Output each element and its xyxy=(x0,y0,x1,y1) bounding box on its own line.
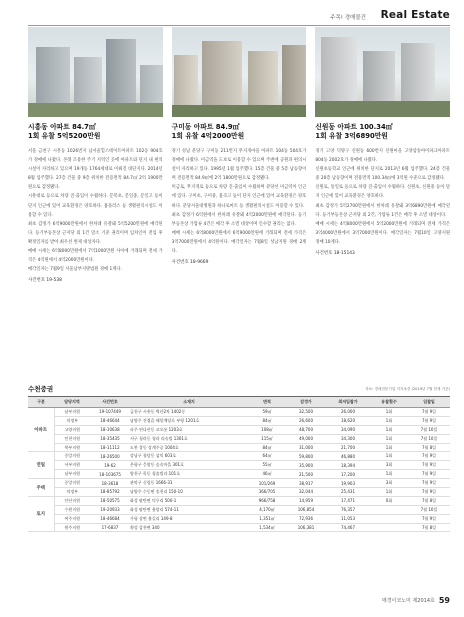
table-cell: 18-11112 xyxy=(90,443,130,452)
table-cell: 안산지원 xyxy=(54,496,90,505)
table-cell: 106,381 xyxy=(286,523,326,532)
table-row xyxy=(28,505,450,514)
article-subtitle: 1회 유찰 4억2000만원 xyxy=(171,132,245,140)
table-cell: 7월 9일 xyxy=(408,408,450,417)
table-cell: 1회 xyxy=(370,425,408,434)
table-cell: 0회 xyxy=(370,496,408,505)
table-cell: 19-62 xyxy=(90,461,130,470)
table-cell: 1회 xyxy=(370,470,408,479)
table-cell: 55㎡ xyxy=(248,461,286,470)
table-row xyxy=(28,523,450,532)
article-1 xyxy=(28,123,163,283)
table-row xyxy=(28,514,450,523)
table-cell: 17,471 xyxy=(326,496,370,505)
article-paragraph: 매매 시세는 4억8000만원에서 5억2000만원에 거래되며 전세 가격은 3억4000만원에서 3억7000만원이다. 매각일자는 7월10일 고양지원 경매 10계다. xyxy=(315,221,451,245)
table-row xyxy=(28,434,450,443)
table-cell: 18-35435 xyxy=(90,434,130,443)
column-header: 구분 xyxy=(28,397,54,408)
table-cell: 48,700 xyxy=(286,425,326,434)
section-title: Real Estate xyxy=(380,9,450,21)
table-cell: 46,880 xyxy=(326,452,370,461)
table-cell: 49,000 xyxy=(286,434,326,443)
case-number: 사건번호 19-538 xyxy=(28,278,62,284)
table-cell: 중앙지원 xyxy=(54,452,90,461)
table-cell: 17,200 xyxy=(326,470,370,479)
table-cell: 파주 연다산동 코오롱 1203호 xyxy=(130,425,248,434)
table-cell: 108㎡ xyxy=(248,425,286,434)
photo-strip xyxy=(28,27,450,117)
table-cell: 14,959 xyxy=(286,496,326,505)
table-cell: 1회 xyxy=(370,443,408,452)
table-title: 수천중권 xyxy=(28,385,54,393)
table-cell: 366/705 xyxy=(248,488,286,497)
table-cell: 남양주 진접읍 해밀예당로 부영 1201호 xyxy=(130,416,248,425)
table-cell: 19-20933 xyxy=(90,505,130,514)
table-cell: 북부지원 xyxy=(54,443,90,452)
apartment-photo-3 xyxy=(315,27,450,117)
table-cell: 7월 10일 xyxy=(408,425,450,434)
article-paragraph: 미금로, 무지개로 등으로 차량 진·출입이 수월하며 분당선 미금역이 인근에 있다. 구미초, 구미중, 불곡고 등이 단지 인근에 있어 교육환경은 양호하다. 분당서울대병원과 하나로마트 등 생활편의시설도 이용할 수 있다. xyxy=(171,185,307,209)
table-cell: 32,044 xyxy=(286,488,326,497)
table-cell: 26,600 xyxy=(286,416,326,425)
table-cell: 1,351㎡ xyxy=(248,514,286,523)
table-cell: 화성 팔탄면 율암리 574-11 xyxy=(130,505,248,514)
table-cell: 966/758 xyxy=(248,496,286,505)
column-header: 감정가 xyxy=(286,397,326,408)
article-paragraph: 신원초등학교 인근에 위치한 단지로 2013년 6월 입주했다. 24층 건물 중 20층 남동향이며 전용면적 100.34㎡에 3억원 수준으로 감정됐다. xyxy=(315,167,451,182)
column-header: 담당지역 xyxy=(54,397,90,408)
table-cell: 34,300 xyxy=(326,434,370,443)
table-cell: 7월 9일 xyxy=(408,470,450,479)
table-cell: 84㎡ xyxy=(248,416,286,425)
article-paragraph: 시흥대로 등으로 차량 진·출입이 수월하다. 문복초, 문일중, 문일고 등이 단지 인근에 있어 교육환경은 양호하다. 홈플러스 등 생활편의시설도 이용할 수 있다. xyxy=(28,194,163,218)
table-cell: 19,903 xyxy=(326,479,370,488)
table-cell: 18-26500 xyxy=(90,452,130,461)
table-cell: 1회 xyxy=(370,452,408,461)
article-paragraph: 신원로, 통일로 등으로 차량 진·출입이 수월하다. 신원초, 신원중 등이 단지 인근에 있어 교육환경은 양호하다. xyxy=(315,185,451,200)
page-header xyxy=(0,6,464,24)
issue-label: 매경이코노미 제2014호 xyxy=(381,598,435,604)
table-cell: 7월 9일 xyxy=(408,479,450,488)
table-cell: 중앙지원 xyxy=(54,479,90,488)
apartment-photo-2 xyxy=(172,27,307,117)
table-cell: 서부지원 xyxy=(54,461,90,470)
header-rule xyxy=(28,25,450,26)
table-cell: 18-85792 xyxy=(90,488,130,497)
table-cell: 18-103675 xyxy=(90,470,130,479)
table-cell: 1회 xyxy=(370,416,408,425)
table-cell: 도봉 창동 상계주공 1004호 xyxy=(130,443,248,452)
table-cell: 74,467 xyxy=(326,523,370,532)
table-cell: 1회 xyxy=(370,408,408,417)
table-cell: 여주지원 xyxy=(54,514,90,523)
article-paragraph: 최초 감정가 6억9000만원에서 한차례 유찰돼 5억5200만원에 매각된다. 등기부등본상 근저당 외 1건 말소 기준 권리이며 임차인이 전입 후 확정일자를 받아 최우선 변제 대상자다. xyxy=(28,221,163,245)
table-cell: 은평구 응암동 숲속마을 301호 xyxy=(130,461,248,470)
table-cell: 수원지원 xyxy=(54,505,90,514)
table-cell: 금천구 시흥동 벽산2차 1402동 xyxy=(130,408,248,417)
article-subtitle: 1회 유찰 3억6890만원 xyxy=(315,132,388,140)
article-3 xyxy=(315,123,450,283)
table-cell: 7월 9일 xyxy=(408,452,450,461)
table-row xyxy=(28,416,450,425)
table-cell: 7월 9일 xyxy=(408,488,450,497)
case-number: 사건번호 18-15143 xyxy=(315,251,355,257)
table-row xyxy=(28,496,450,505)
table-cell: 남부지원 xyxy=(54,470,90,479)
table-header-row xyxy=(28,397,450,408)
table-cell: 46㎡ xyxy=(248,470,286,479)
table-cell: 106,854 xyxy=(286,505,326,514)
column-header: 사건번호 xyxy=(90,397,130,408)
article-paragraph: 최초 감정가 6억원에서 한차례 유찰돼 4억2000만원에 매각된다. 등기부등본상 가압류 4건은 매각 후 소멸 대상이며 인수할 권리는 없다. xyxy=(171,212,307,227)
column-header: 유찰횟수 xyxy=(370,397,408,408)
table-cell: 화성 팔탄면 덕우리 500-1 xyxy=(130,496,248,505)
article-2 xyxy=(172,123,307,283)
column-header: 입찰일 xyxy=(408,397,450,408)
table-cell: 64㎡ xyxy=(248,452,286,461)
article-paragraph: 경기 성남 분당구 구미동 211번지 무지개마을 아파트 104동 504호가 경매에 나왔다. 미금역을 도보로 이용할 수 있으며 주변에 공원과 편의시설이 자리하고 있다. 1995년 1월 입주했다. 15층 건물 중 5층 남동향이며 전용면적 84.9㎡에 2억 1800만원으로 감정됐다. xyxy=(171,149,307,182)
article-paragraph: 매각일자는 7월9일 서울남부지방법원 경매 1계다. xyxy=(28,267,122,273)
table-cell: 3회 xyxy=(370,461,408,470)
table-cell: 1회 xyxy=(370,488,408,497)
table-cell: 32,500 xyxy=(286,408,326,417)
column-header: 면적 xyxy=(248,397,286,408)
table-cell: 59㎡ xyxy=(248,408,286,417)
table-cell: 횡성 갑천면 340 xyxy=(130,523,248,532)
article-paragraph: 최초 감정가 5억2700만원에서 한차례 유찰돼 3억6890만원에 매각된다. 등기부등본상 근저당 외 2건, 가압류 1건은 매각 후 소멸 대상이다. xyxy=(315,203,451,218)
table-cell: 18-46644 xyxy=(90,416,130,425)
table-cell: 7월 9일 xyxy=(408,461,450,470)
table-cell: 7월 8일 xyxy=(408,443,450,452)
table-cell: 19-107449 xyxy=(90,408,130,417)
table-cell: 양천구 목동 청솔빌라 101호 xyxy=(130,470,248,479)
case-number: 사건번호 18-9669 xyxy=(171,260,209,266)
page-footer xyxy=(382,596,450,605)
table-row xyxy=(28,452,450,461)
article-title: 시흥동 아파트 84.7㎡ xyxy=(28,123,96,131)
table-cell: 21,500 xyxy=(286,470,326,479)
table-cell: 18-10638 xyxy=(90,425,130,434)
article-columns xyxy=(28,123,450,283)
table-cell: 26,000 xyxy=(326,408,370,417)
table-cell: 1회 xyxy=(370,434,408,443)
table-cell: 강남구 청담동 삼익 603호 xyxy=(130,452,248,461)
table-cell: 35,900 xyxy=(286,461,326,470)
article-paragraph: 서울 금천구 시흥동 1026번지 남서울힐스테이트아파트 102동 904호가 경매에 나왔다. 본래 조용한 주거 지역인 곳에 아파트와 단지 내 편의시설이 자리하고 있으며 19개동 1764세대로 이뤄진 대단지다. 2014년 8월 입주했다. 27층 건물 중 9층 위치한 전용면적 84.7㎡ 2억 1900만원으로 감정됐다. xyxy=(28,149,163,191)
table-row xyxy=(28,470,450,479)
table-cell: 34,090 xyxy=(326,425,370,434)
article-paragraph: 매매 시세는 6억8000만원에서 6억9000만원에 거래되며 전세 가격은 3억7000만원에서 4억원이다. 매각일자는 7월8일 성남지원 경매 2계다. xyxy=(171,230,307,255)
article-title: 신원동 아파트 100.34㎡ xyxy=(315,123,393,131)
category-cell: 연립 xyxy=(28,452,54,479)
table-body xyxy=(28,408,450,532)
table-cell: 관악구 신림동 1666-31 xyxy=(130,479,248,488)
article-paragraph: 경기 고양 덕양구 신원동 600번지 신원마을 고양삼송아이파크아파트 804동 2002호가 경매에 나왔다. xyxy=(315,149,451,164)
table-cell: 의정부 xyxy=(54,416,90,425)
auction-table xyxy=(28,396,450,532)
category-cell: 주택 xyxy=(28,479,54,497)
table-cell: 115㎡ xyxy=(248,434,286,443)
category-cell: 토지 xyxy=(28,496,54,532)
table-row xyxy=(28,488,450,497)
table-cell: 7월 10일 xyxy=(408,434,450,443)
table-row xyxy=(28,461,450,470)
table-cell: 서구 청라동 청라 리슈빌 1301호 xyxy=(130,434,248,443)
table-source-note: 자료: 경매전문기업 지지옥션 (2019년 7월 현재 기준) xyxy=(365,387,450,391)
table-cell: 7월 8일 xyxy=(408,523,450,532)
table-cell: 18-50575 xyxy=(90,496,130,505)
table-cell xyxy=(370,523,408,532)
table-cell: 남양주 수동면 송천리 150-10 xyxy=(130,488,248,497)
table-cell: 31,000 xyxy=(286,443,326,452)
table-cell: 가평 상면 율길리 149-8 xyxy=(130,514,248,523)
table-cell: 7월 8일 xyxy=(408,496,450,505)
table-cell: 18,620 xyxy=(326,416,370,425)
table-cell: 1,534㎡ xyxy=(248,523,286,532)
table-row xyxy=(28,425,450,434)
table-cell: 38,917 xyxy=(286,479,326,488)
article-paragraph: 매매 시세는 6억8000만원에서 7억1000만원 사이에 거래되며 전세 가격은 4억원에서 4억2000만원이다. xyxy=(28,249,163,264)
table-cell: 21,700 xyxy=(326,443,370,452)
table-cell: 72,936 xyxy=(286,514,326,523)
table-cell: 고양지원 xyxy=(54,425,90,434)
table-cell: 7월 9일 xyxy=(408,416,450,425)
apartment-photo-1 xyxy=(28,27,163,117)
table-cell: 3회 xyxy=(370,479,408,488)
table-cell: 11,053 xyxy=(326,514,370,523)
table-cell: 원주지원 xyxy=(54,523,90,532)
category-cell: 아파트 xyxy=(28,408,54,452)
table-cell: 25,431 xyxy=(326,488,370,497)
table-cell: 18-46684 xyxy=(90,514,130,523)
table-cell: 7월 10일 xyxy=(408,505,450,514)
column-header: 최저입찰가 xyxy=(326,397,370,408)
article-title: 구미동 아파트 84.9㎡ xyxy=(171,123,240,131)
page-number: 59 xyxy=(438,596,450,605)
table-cell xyxy=(370,514,408,523)
column-header: 소재지 xyxy=(130,397,248,408)
table-cell xyxy=(370,505,408,514)
table-cell: 18,394 xyxy=(326,461,370,470)
table-cell: 59,800 xyxy=(286,452,326,461)
table-cell: 17-6837 xyxy=(90,523,130,532)
table-cell: 76,357 xyxy=(326,505,370,514)
table-cell: 인천지원 xyxy=(54,434,90,443)
table-cell: 101/269 xyxy=(248,479,286,488)
article-subtitle: 1회 유찰 5억5200만원 xyxy=(28,132,101,140)
table-cell: 7월 9일 xyxy=(408,514,450,523)
table-cell: 남부지원 xyxy=(54,408,90,417)
table-cell: 84㎡ xyxy=(248,443,286,452)
table-cell: 18-3618 xyxy=(90,479,130,488)
table-row xyxy=(28,479,450,488)
table-row xyxy=(28,443,450,452)
table-cell: 4,170㎡ xyxy=(248,505,286,514)
table-row xyxy=(28,408,450,417)
table-cell: 의정부 xyxy=(54,488,90,497)
section-kicker: 주목! 경매물건 xyxy=(330,15,366,21)
